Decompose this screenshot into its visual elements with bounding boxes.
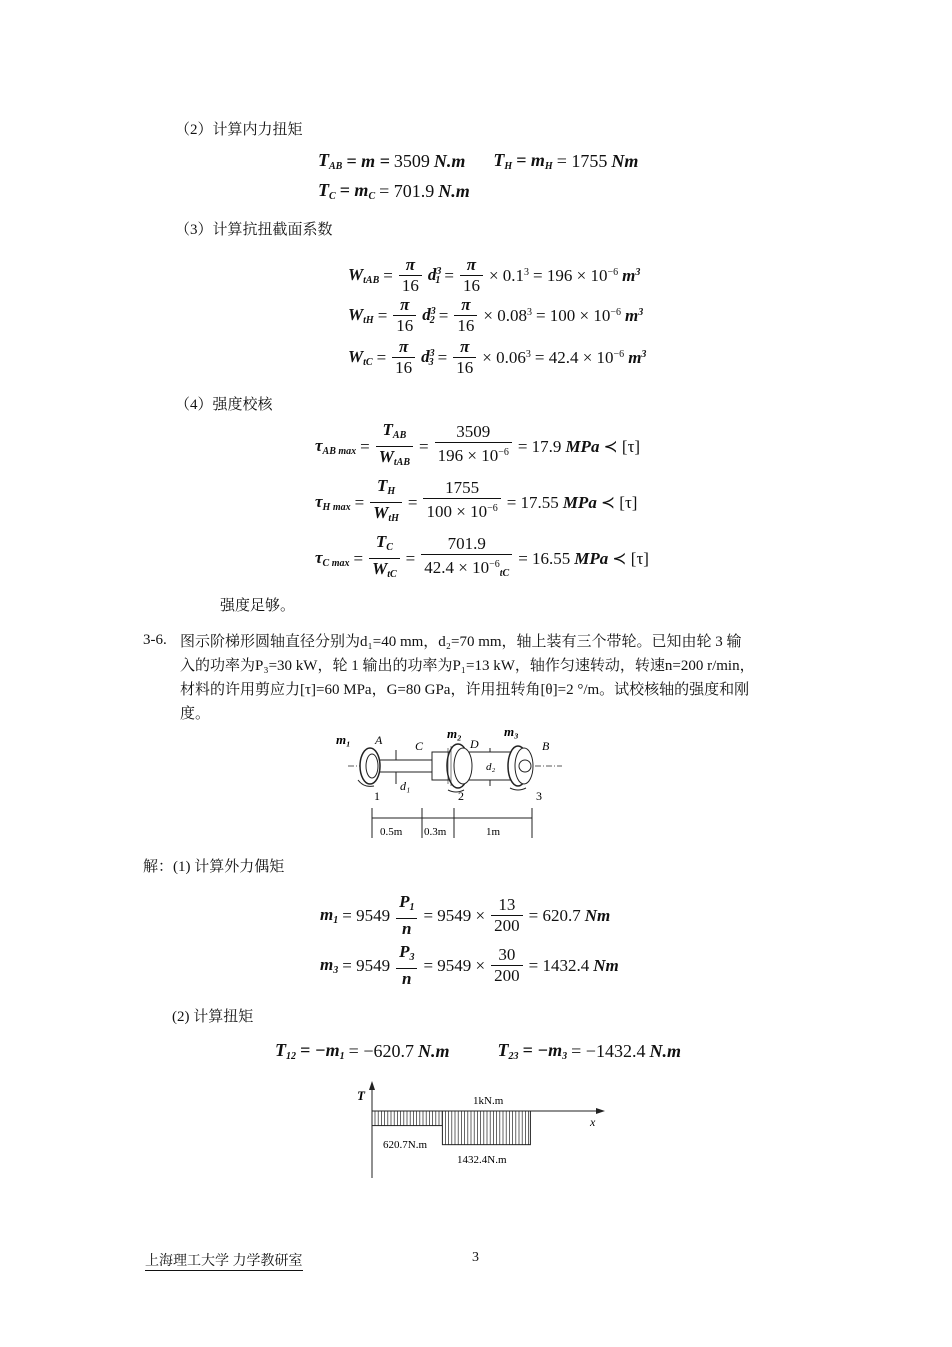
equation-m1: $m_1$ = 9549 $\frac{P_1}{n}$ = 9549 × $\frac{13}{200}$ = 620.7 Nm xyxy=(320,892,611,938)
label-A: A xyxy=(375,733,383,747)
label-D: D xyxy=(470,737,479,751)
segment-label-1: 620.7N.m xyxy=(383,1139,427,1151)
problem-number: 3-6. xyxy=(143,632,167,648)
stress-check-row: $\tau_{C max}$ = $\frac{T_C}{W_{tC}}$ = $\frac{701.9}{42.4 \times 10^{-6}_{tC}}$ = 16.55 MPa ≺ [τ] xyxy=(315,532,649,580)
label-m1: m₁ xyxy=(336,732,351,747)
label-m2: m₂ xyxy=(447,726,462,741)
dim-1m: 1m xyxy=(486,826,501,838)
dim-0.3m: 0.3m xyxy=(424,826,447,838)
scale-label: 1kN.m xyxy=(473,1095,504,1107)
conclusion-text: 强度足够。 xyxy=(220,598,296,614)
section-modulus-row: $W_{tH}$ = $\frac{\pi}{16}$ $d^3_2$ = $\frac{\pi}{16}$ × $0.08^3$ = $100 \times 10^{-6}$ $m^3$ xyxy=(348,295,644,335)
footer-org: 上海理工大学 力学教研室 xyxy=(145,1250,303,1271)
problem-text xyxy=(180,630,800,726)
segment-label-2: 1432.4N.m xyxy=(457,1154,507,1166)
label-n2: 2 xyxy=(458,789,464,803)
label-B: B xyxy=(542,739,550,753)
solution-heading: 解：(1) 计算外力偶矩 xyxy=(143,859,285,875)
label-m3: m₃ xyxy=(504,724,519,739)
equation-torque-ab: $T_{AB}$ = m = 3509 N.m $T_H$ = $m_H$ = 1755 Nm xyxy=(318,150,639,172)
problem-line-2: 入的功率为P₃=30 kW，轮 1 输出的功率为P₁=13 kW，轴作匀速转动，转速n=200 r/min， xyxy=(180,658,755,674)
pulley-2 xyxy=(447,744,472,788)
stress-check-row: $\tau_{H max}$ = $\frac{T_H}{W_{tH}}$ = $\frac{1755}{100 \times 10^{-6}}$ = 17.55 MPa ≺ [τ] xyxy=(315,476,638,524)
x-axis-arrow xyxy=(596,1108,605,1114)
rotation-arrow-3 xyxy=(510,788,526,790)
page-number: 3 xyxy=(472,1250,479,1265)
axis-label-t: T xyxy=(357,1088,365,1103)
axis-label-x: x xyxy=(590,1115,596,1129)
pulley-1 xyxy=(360,748,380,784)
section-2-heading: （2）计算内力扭矩 xyxy=(175,122,303,138)
solution-heading-2: (2) 计算扭矩 xyxy=(172,1009,254,1025)
label-n1: 1 xyxy=(374,789,380,803)
torque-diagram xyxy=(345,1078,615,1184)
shaft-figure xyxy=(330,722,570,847)
section-modulus-row: $W_{tC}$ = $\frac{\pi}{16}$ $d^3_3$ = $\frac{\pi}{16}$ × $0.06^3$ = $42.4 \times 10^{-6}$ $m^3$ xyxy=(348,337,647,377)
label-n3: 3 xyxy=(536,789,542,803)
shaft-small-segment xyxy=(372,760,432,772)
label-d2: d₂ xyxy=(486,761,496,773)
equation-m3: $m_3$ = 9549 $\frac{P_3}{n}$ = 9549 × $\frac{30}{200}$ = 1432.4 Nm xyxy=(320,942,619,988)
torque-segment-2 xyxy=(442,1111,530,1145)
dim-0.5m: 0.5m xyxy=(380,826,403,838)
section-4-heading: （4）强度校核 xyxy=(175,397,273,413)
section-modulus-row: $W_{tAB}$ = $\frac{\pi}{16}$ $d^3_1$ = $\frac{\pi}{16}$ × $0.1^3$ = $196 \times 10^{-6}$ $m^3$ xyxy=(348,255,641,295)
equation-torques: $T_{12}$ = $-m_1$ = −620.7 N.m $T_{23}$ = $-m_3$ = −1432.4 N.m xyxy=(275,1040,681,1062)
pulley-3 xyxy=(508,746,533,786)
stress-check-row: $\tau_{AB max}$ = $\frac{T_{AB}}{W_{tAB}}$ = $\frac{3509}{196 \times 10^{-6}}$ = 17.9 MPa ≺ [τ] xyxy=(315,420,641,468)
section-3-heading: （3）计算抗扭截面系数 xyxy=(175,222,333,238)
problem-line-3: 材料的许用剪应力[τ]=60 MPa，G=80 GPa，许用扭转角[θ]=2 °/m。试校核轴的强度和刚 xyxy=(180,682,750,698)
t-axis-arrow xyxy=(369,1081,375,1090)
label-d1: d₁ xyxy=(400,779,411,793)
problem-line-1: 图示阶梯形圆轴直径分别为d₁=40 mm，d₂=70 mm，轴上装有三个带轮。已知由轮 3 输 xyxy=(180,634,742,650)
problem-line-4: 度。 xyxy=(180,706,211,722)
equation-torque-c: $T_C$ = $m_C$ = 701.9 N.m xyxy=(318,180,470,202)
label-C: C xyxy=(415,739,424,753)
